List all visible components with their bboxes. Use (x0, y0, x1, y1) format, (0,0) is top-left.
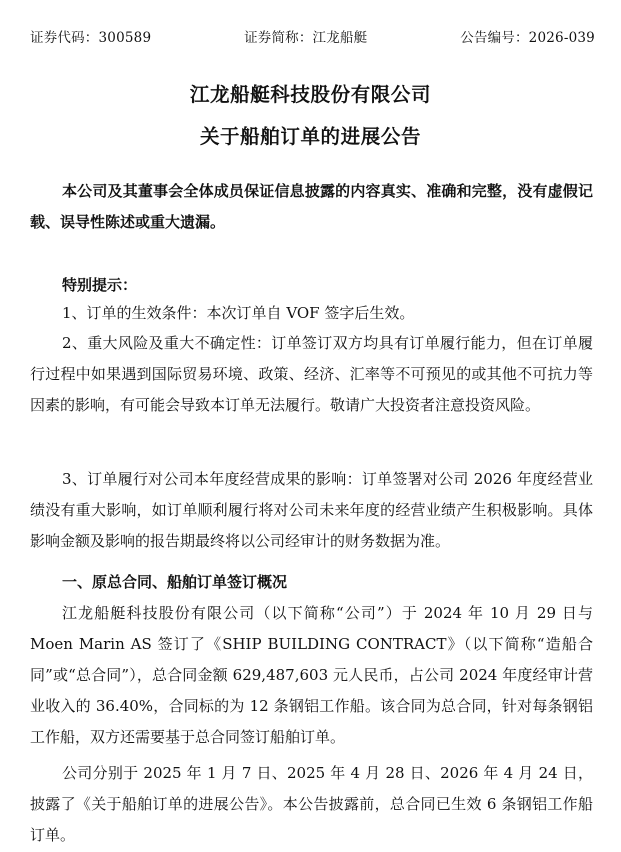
stock-code: 证券代码：300589 (30, 30, 152, 46)
section-1-paragraph-1: 江龙船艇科技股份有限公司（以下简称“公司”）于 2024 年 10 月 29 日与 Moen Marin AS 签订了《SHIP BUILDING CONTRACT》（以下简称“造船合同”或“总合同”），总合同金额 629,487,603 元人民币，占公司 2024 年度经审计营业收入的 36.40%，合同标的为 12 条钢铝工作船。该合同为总合同，针对每条钢铝工作船，双方还需要基于总合同签订船舶订单。 (30, 604, 593, 746)
special-note-item-2: 2、重大风险及重大不确定性：订单签订双方均具有订单履行能力，但在订单履行过程中如果遇到国际贸易环境、政策、经济、汇率等不可预见的或其他不可抗力等因素的影响，有可能会导致本订单无法履行。敬请广大投资者注意投资风险。 (30, 334, 593, 414)
stock-abbreviation: 证券简称：江龙船艇 (244, 30, 368, 46)
declaration-paragraph: 本公司及其董事会全体成员保证信息披露的内容真实、准确和完整，没有虚假记载、误导性陈述或重大遗漏。 (30, 182, 593, 231)
section-1-paragraph-2: 公司分别于 2025 年 1 月 7 日、2025 年 4 月 28 日、2026 年 4 月 24 日，披露了《关于船舶订单的进展公告》。本公告披露前，总合同已生效 6 条钢铝工作船订单。 (30, 764, 593, 844)
document-title: 关于船舶订单的进展公告 (199, 125, 422, 148)
special-notes-title: 特别提示： (62, 276, 138, 294)
special-note-item-3: 3、订单履行对公司本年度经营成果的影响：订单签署对公司 2026 年度经营业绩没有重大影响，如订单顺利履行将对公司未来年度的经营业绩产生积极影响。具体影响金额及影响的报告期最终将以公司经审计的财务数据为准。 (30, 470, 593, 550)
company-name: 江龙船艇科技股份有限公司 (189, 83, 432, 106)
announcement-number: 公告编号：2026-039 (460, 30, 595, 46)
special-note-item-1: 1、订单的生效条件：本次订单自 VOF 签字后生效。 (62, 304, 415, 322)
document-header (30, 26, 595, 46)
section-1-heading: 一、原总合同、船舶订单签订概况 (62, 573, 288, 591)
